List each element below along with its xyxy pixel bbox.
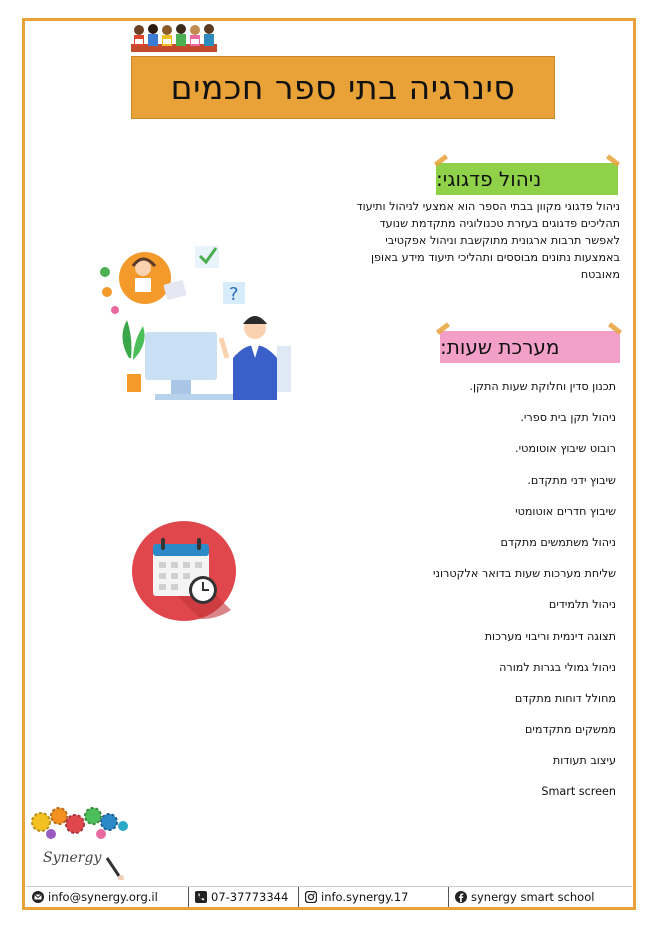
synergy-gears-logo bbox=[25, 796, 130, 880]
paragraph-line: ניהול פדגוגי מקוון בבתי הספר הוא אמצעי לניהול ותיעוד bbox=[356, 200, 620, 213]
footer-contact-bar bbox=[26, 886, 632, 906]
footer-phone-text: 07-37773344 bbox=[211, 889, 289, 904]
customer-service-illustration bbox=[95, 240, 300, 402]
footer-facebook[interactable] bbox=[448, 887, 632, 907]
timetable-features-list bbox=[296, 378, 616, 815]
list-item: תכנון סדין וחלוקת שעות התקן. bbox=[469, 380, 616, 393]
list-item: רובוט שיבוץ אוטומטי. bbox=[515, 442, 616, 456]
pedagogic-heading-text: ניהול פדגוגי: bbox=[436, 167, 542, 191]
paragraph-line: לאפשר תרבות ארגונית מתוקשבת וניהול אפקטיבי bbox=[385, 234, 620, 247]
timetable-heading bbox=[440, 331, 620, 363]
list-item: שליחת מערכות שעות בדואר אלקטרוני bbox=[432, 567, 616, 581]
pedagogic-heading bbox=[436, 163, 618, 195]
svg-text:?: ? bbox=[229, 284, 239, 305]
list-item: שיבוץ ידני מתקדם. bbox=[527, 473, 616, 487]
logo-text: Synergy bbox=[43, 850, 102, 866]
list-item: מחולל דוחות מתקדם bbox=[514, 691, 616, 705]
footer-phone[interactable] bbox=[188, 887, 298, 907]
list-item: ממשקים מתקדמים bbox=[524, 723, 616, 737]
list-item: שיבוץ חדרים אוטומטי bbox=[515, 504, 616, 518]
list-item: תצוגה דינמית וריבוי מערכות bbox=[484, 629, 616, 643]
kids-reading-image bbox=[131, 22, 217, 52]
list-item: ניהול גמולי בגרות למורה bbox=[499, 660, 616, 674]
list-item: Smart screen bbox=[541, 785, 616, 799]
title-banner bbox=[131, 56, 555, 119]
phone-icon bbox=[195, 891, 207, 903]
pedagogic-paragraph bbox=[302, 198, 620, 283]
page-title: סינרגיה בתי ספר חכמים bbox=[170, 68, 516, 107]
email-icon bbox=[32, 891, 44, 903]
footer-email[interactable] bbox=[26, 887, 188, 907]
facebook-icon bbox=[455, 891, 467, 903]
paragraph-line: באמצעות נתונים מבוססים ותהליכי תיעוד מידע באופן bbox=[370, 251, 620, 264]
list-item: ניהול תלמידים bbox=[548, 598, 616, 612]
footer-instagram-text: info.synergy.17 bbox=[321, 889, 409, 904]
footer-facebook-text: synergy smart school bbox=[471, 889, 595, 904]
paragraph-line: מאובטח bbox=[580, 268, 620, 281]
paragraph-line: תהליכים פדגוגים בעזרת טכנולוגיה מתקדמת שנועד bbox=[379, 217, 620, 230]
calendar-clock-icon bbox=[131, 520, 237, 622]
footer-instagram[interactable] bbox=[298, 887, 448, 907]
instagram-icon bbox=[305, 891, 317, 903]
footer-email-text: info@synergy.org.il bbox=[48, 889, 158, 904]
list-item: עיצוב תעודות bbox=[552, 754, 616, 768]
list-item: ניהול תקן בית ספרי. bbox=[520, 411, 616, 425]
timetable-heading-text: מערכת שעות: bbox=[440, 335, 560, 359]
list-item: ניהול משתמשים מתקדם bbox=[500, 535, 616, 549]
